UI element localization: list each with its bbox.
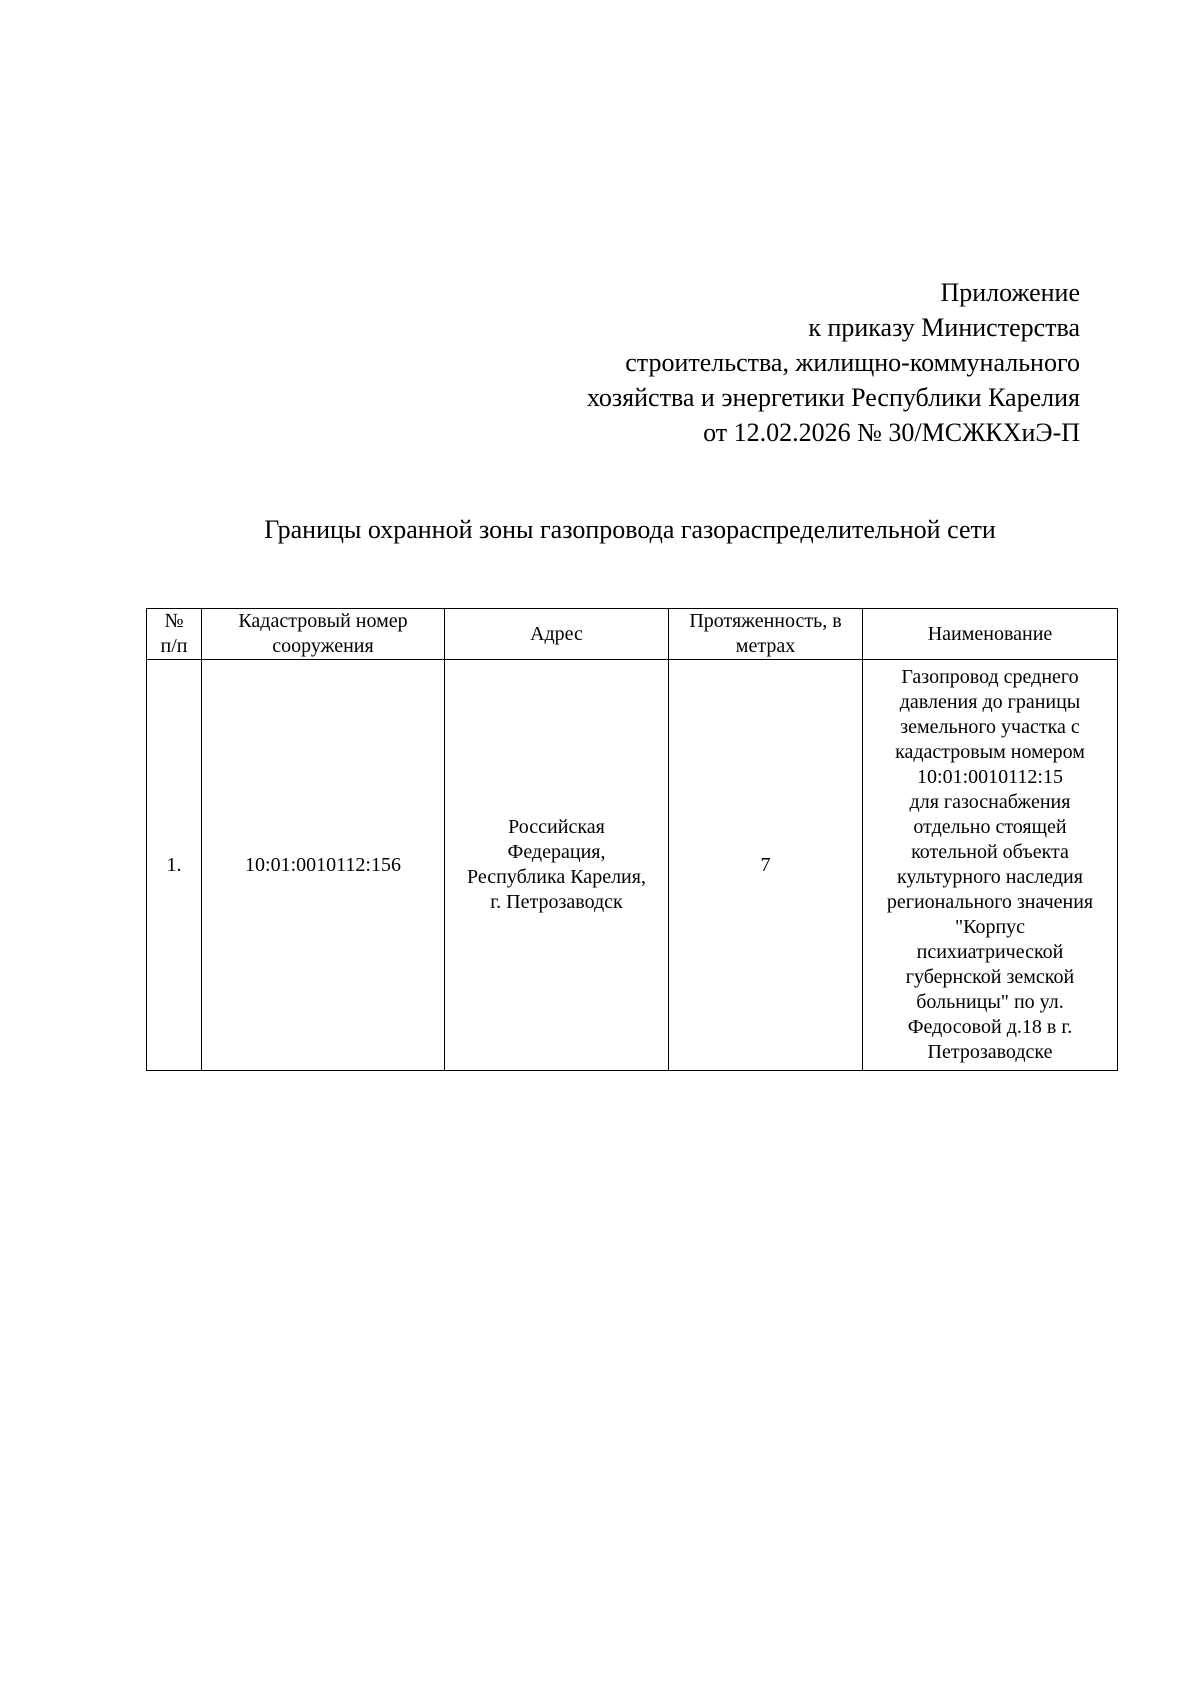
appendix-line: от 12.02.2026 № 30/МСЖКХиЭ-П <box>703 418 1080 447</box>
cell-name <box>863 660 1118 1071</box>
cell-value: Газопровод среднего давления до границы земельного участка с кадастровым номером 10:01:0010112:15 для газоснабжения отдельно стоящей котельной объекта культурного наследия регионального значения "Корпус психиатрической губернской земской больницы" по ул. Федосовой д.18 в г. Петрозаводске <box>886 666 1094 1063</box>
table-row <box>147 660 1118 1071</box>
protection-zone-table <box>146 608 1118 1071</box>
appendix-line: к приказу Министерства <box>808 313 1080 342</box>
cell-number <box>147 660 202 1071</box>
header-number <box>147 609 202 660</box>
header-label: Протяженность, в метрах <box>689 610 842 657</box>
header-length <box>669 609 863 660</box>
document-title: Границы охранной зоны газопровода газораспределительной сети <box>264 515 996 544</box>
table-header-row <box>147 609 1118 660</box>
cell-value: 7 <box>760 853 771 876</box>
header-name <box>863 609 1118 660</box>
header-label: Наименование <box>927 622 1053 645</box>
cell-value: Российская Федерация, Республика Карелия, г. Петрозаводск <box>467 816 646 913</box>
appendix-line: хозяйства и энергетики Республики Карелия <box>586 383 1080 412</box>
cell-value: 10:01:0010112:156 <box>245 853 401 876</box>
cell-address <box>445 660 669 1071</box>
appendix-line: Приложение <box>940 278 1080 307</box>
appendix-block <box>587 275 1080 450</box>
cell-cadastral-number <box>202 660 445 1071</box>
title-wrapper <box>0 513 1200 547</box>
header-label: № п/п <box>160 610 188 657</box>
header-cadastral-number <box>202 609 445 660</box>
header-label: Кадастровый номер сооружения <box>238 610 408 657</box>
cell-length <box>669 660 863 1071</box>
header-address <box>445 609 669 660</box>
header-label: Адрес <box>530 622 583 645</box>
cell-value: 1. <box>166 853 182 876</box>
appendix-line: строительства, жилищно-коммунального <box>625 348 1080 377</box>
